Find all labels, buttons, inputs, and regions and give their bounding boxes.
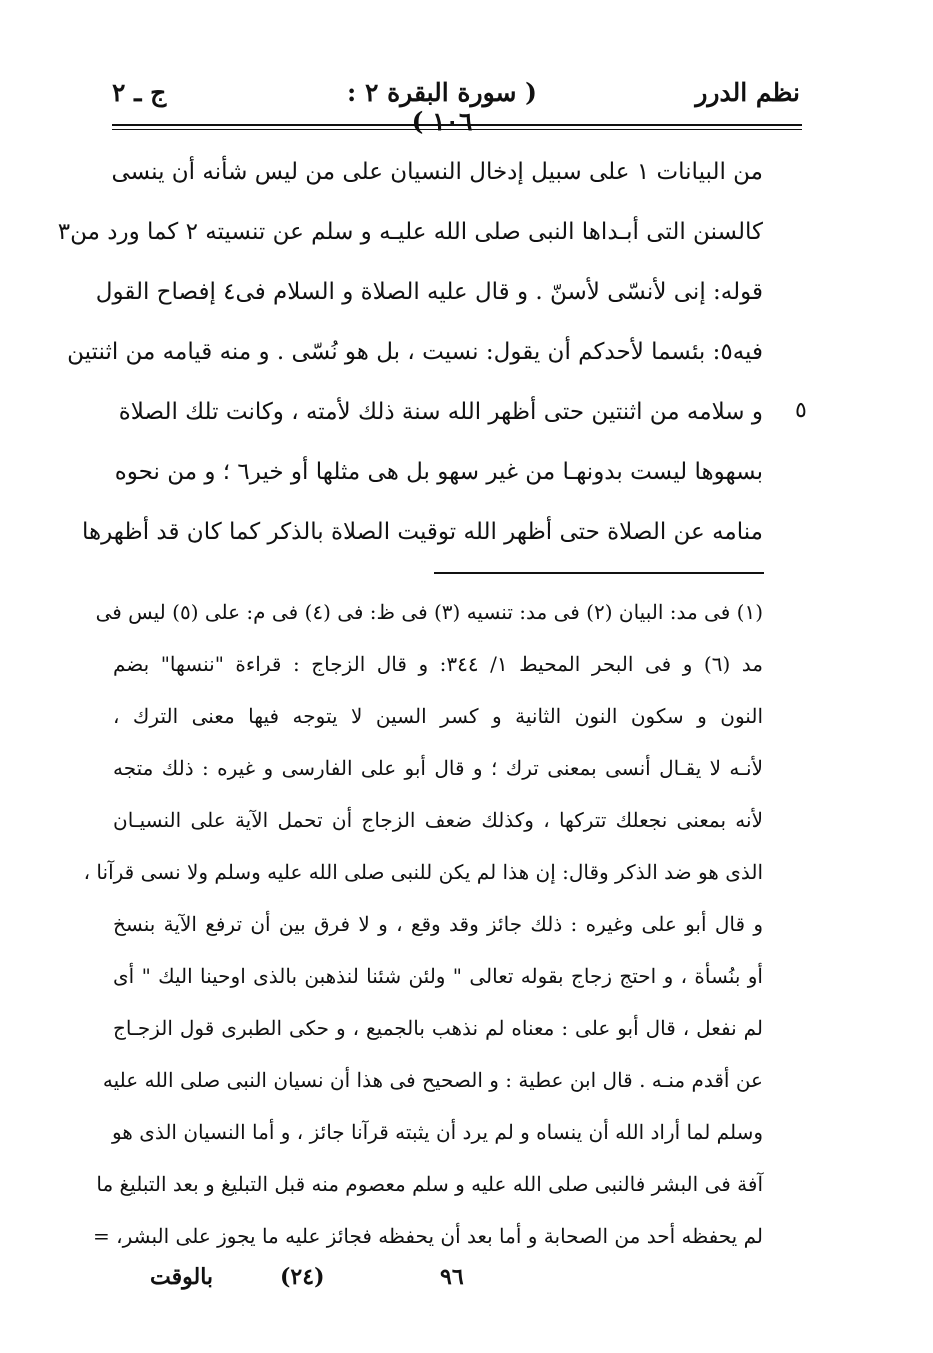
footnote-line: (١) فى مد: البيان (٢) فى مد: تنسيه (٣) فى ظ: فى (٤) فى م: على (٥) ليس فى — [95, 600, 763, 624]
surah-reference: ( سورة البقرة ٢ : ١٠٦ ) — [347, 78, 537, 136]
footnote-line: وسلم لما أراد الله أن ينساه و لم يرد أن يثبته قرآنا جائز ، و أما النسيان الذى هو — [111, 1120, 763, 1144]
line-number-marker: ٥ — [795, 398, 807, 423]
header-rule — [112, 124, 802, 126]
footnote-line: النون و سكون النون الثانية و كسر السين لا يتوجه فيها معنى الترك ، — [113, 704, 763, 728]
text-line: قوله: إنى لأنسّى لأسنّ . و قال عليه الصلاة و السلام فى٤ إفصاح القول — [95, 279, 763, 305]
text-line: و سلامه من اثنتين حتى أظهر الله سنة ذلك لأمته ، وكانت تلك الصلاة — [118, 399, 763, 425]
footnote-line: أو بنُسأة ، و احتج زجاج بقوله تعالى " ولئن شئنا لنذهبن بالذى اوحينا اليك " أى — [113, 964, 763, 988]
footnote-line: عن أقدم منـه . قال ابن عطية : و الصحيح فى هذا أن نسيان النبى صلى الله عليه — [102, 1068, 763, 1092]
book-title: نظم الدرر — [695, 78, 800, 107]
text-line: كالسنن التى أبـداها النبى صلى الله عليـه و سلم عن تنسيته ٢ كما ورد من٣ — [57, 219, 763, 245]
footnotes — [83, 592, 763, 1268]
page-number: ٩٦ — [440, 1264, 464, 1290]
footnote-line: لأنه بمعنى نجعلك تتركها ، وكذلك ضعف الزجاج أن تحمل الآية على النسيـان — [113, 808, 763, 832]
footnote-line: آفة فى البشر فالنبى صلى الله عليه و سلم معصوم منه قبل التبليغ و بعد التبليغ ما — [96, 1172, 763, 1196]
footnote-line: لم نفعل ، قال أبو على : معناه لم نذهب بالجميع ، و حكى الطبرى قول الزجـاج — [113, 1016, 763, 1040]
text-line: فيه٥: بئسما لأحدكم أن يقول: نسيت ، بل هو نُسّى . و منه قيامه من اثنتين — [67, 339, 763, 365]
page-footer — [150, 1264, 650, 1298]
header-rule-thin — [112, 129, 802, 130]
footnote-line: الذى هو ضد الذكر وقال: إن هذا لم يكن للنبى صلى الله عليه وسلم ولا نسى قرآنا ، — [83, 860, 763, 884]
footnote-line: مد (٦) و فى البحر المحيط ١/ ٣٤٤: و قال الزجاج : قراءة "ننسها" بضم — [113, 652, 763, 676]
running-header — [112, 78, 800, 136]
text-line: من البيانات ١ على سبيل إدخال النسيان على من ليس شأنه أن ينسى — [111, 159, 763, 185]
footnote-line: و قال أبو على وغيره : ذلك جائز وقد وقع ، و لا فرق بين أن ترفع الآية بنسخ — [113, 912, 763, 936]
main-text — [57, 150, 763, 570]
catchword: بالوقت — [150, 1264, 214, 1290]
text-line: بسهوها ليست بدونهـا من غير سهو بل هى مثلها أو خير٦ ؛ و من نحوه — [114, 459, 763, 485]
volume-number: ج ـ ٢ — [112, 78, 167, 107]
footnote-separator — [434, 572, 764, 574]
signature-mark: (٢٤) — [280, 1264, 325, 1290]
footnote-line: لم يحفظه أحد من الصحابة و أما بعد أن يحفظه فجائز عليه ما يجوز على البشر، = — [93, 1224, 763, 1248]
text-line: منامه عن الصلاة حتى أظهر الله توقيت الصلاة بالذكر كما كان قد أظهرها — [81, 519, 763, 545]
footnote-line: لأنـه لا يقـال أنسى بمعنى ترك ؛ و قال أبو على الفارسى و غيره : ذلك متجه — [113, 756, 763, 780]
